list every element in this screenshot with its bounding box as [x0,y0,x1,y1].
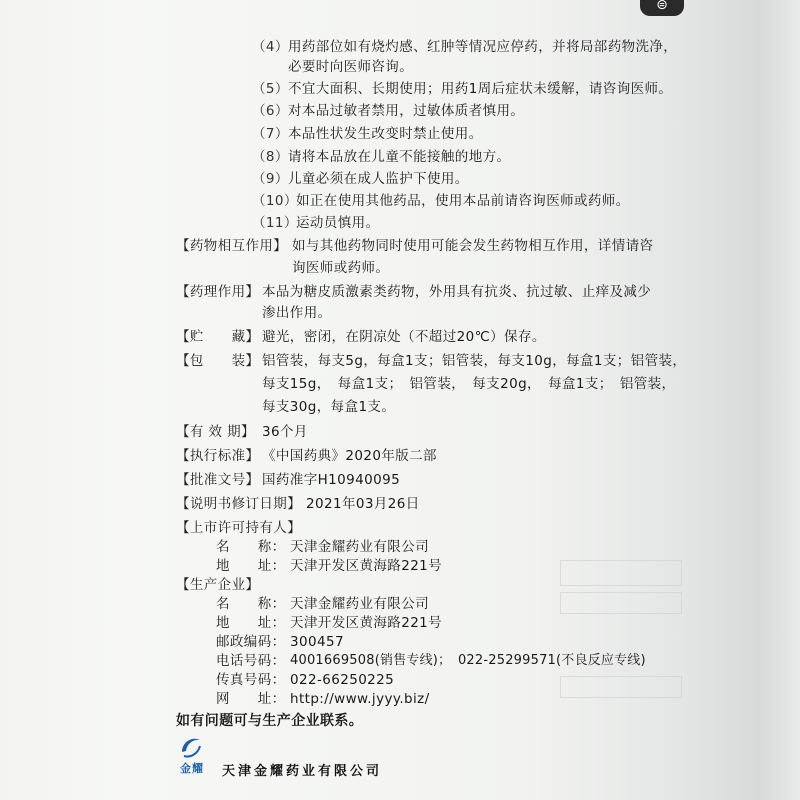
section-label-holder: 【上市许可持有人】 [176,520,302,536]
section-label-package: 【包 装】 [176,353,260,369]
footer-company-name: 天津金耀药业有限公司 [222,764,383,779]
holder-name: 天津金耀药业有限公司 [290,539,429,555]
package-text-cont: 每支15g， 每盒1支； 铝管装， 每支20g， 每盒1支； 铝管装， [262,376,676,392]
footer-logo-text: 金耀 [180,762,204,775]
revision-value: 2021年03月26日 [306,496,420,512]
manufacturer-phone-label: 电话号码： [216,653,286,669]
interactions-text-cont: 询医师或药师。 [292,260,390,276]
precaution-number: （4） [252,39,289,55]
holder-name-label: 名 称： [216,539,286,555]
precaution-text-cont: 必要时向医师咨询。 [288,59,414,75]
precaution-text: 对本品过敏者禁用，过敏体质者慎用。 [288,103,525,119]
precaution-text: 请将本品放在儿童不能接触的地方。 [288,149,511,165]
company-logo-icon [178,734,204,760]
precaution-number: （5） [252,81,289,97]
precaution-number: （11） [252,215,298,231]
manufacturer-fax: 022-66250225 [290,672,395,688]
precaution-number: （9） [252,171,289,187]
pharmacology-text-cont: 渗出作用。 [262,305,332,321]
interactions-text: 如与其他药物同时使用可能会发生药物相互作用，详情请咨 [292,238,654,254]
manufacturer-postcode-label: 邮政编码： [216,634,286,650]
manufacturer-name-label: 名 称： [216,596,286,612]
section-label-interactions: 【药物相互作用】 [176,238,288,254]
validity-value: 36个月 [262,424,308,440]
precaution-number: （7） [252,126,289,142]
section-label-storage: 【贮 藏】 [176,329,260,345]
section-label-validity: 【有 效 期】 [176,424,255,440]
manufacturer-web: http://www.jyyy.biz/ [290,691,430,707]
section-label-revision: 【说明书修订日期】 [176,496,302,512]
package-text-cont: 每支30g，每盒1支。 [262,399,396,415]
precaution-text: 不宜大面积、长期使用；用药1周后症状未缓解，请咨询医师。 [288,81,673,97]
standard-value: 《中国药典》2020年版二部 [262,448,437,464]
precaution-number: （10） [252,193,298,209]
section-label-pharmacology: 【药理作用】 [176,284,260,300]
section-label-approval: 【批准文号】 [176,472,260,488]
manufacturer-name: 天津金耀药业有限公司 [290,596,429,612]
manufacturer-postcode: 300457 [290,634,344,650]
show-through-box [560,676,682,698]
precaution-number: （8） [252,149,289,165]
precaution-text: 本品性状发生改变时禁止使用。 [288,126,483,142]
show-through-box [560,592,682,614]
approval-value: 国药准字H10940095 [262,472,401,488]
precaution-number: （6） [252,103,289,119]
precaution-text: 用药部位如有烧灼感、红肿等情况应停药，并将局部药物洗净， [288,39,678,55]
section-label-manufacturer: 【生产企业】 [176,577,260,593]
contact-note: 如有问题可与生产企业联系。 [176,713,364,729]
storage-text: 避光，密闭，在阴凉处（不超过20℃）保存。 [262,329,546,345]
package-text: 铝管装，每支5g，每盒1支；铝管装，每支10g，每盒1支；铝管装， [262,353,687,369]
show-through-box [560,560,682,586]
pharmacology-text: 本品为糖皮质激素类药物，外用具有抗炎、抗过敏、止痒及减少 [262,284,652,300]
manufacturer-phone: 4001669508(销售专线)； 022-25299571(不良反应专线) [290,653,646,668]
precaution-text: 如正在使用其他药品，使用本品前请咨询医师或药师。 [296,193,630,209]
manufacturer-web-label: 网 址： [216,691,286,707]
holder-address-label: 地 址： [216,558,286,574]
manufacturer-fax-label: 传真号码： [216,672,286,688]
precaution-text: 运动员慎用。 [296,215,380,231]
manufacturer-address-label: 地 址： [216,615,286,631]
holder-address: 天津开发区黄海路221号 [290,558,443,574]
section-label-standard: 【执行标准】 [176,448,260,464]
corner-logo-icon: ⊜ [640,0,684,16]
manufacturer-address: 天津开发区黄海路221号 [290,615,443,631]
precaution-text: 儿童必须在成人监护下使用。 [288,171,469,187]
